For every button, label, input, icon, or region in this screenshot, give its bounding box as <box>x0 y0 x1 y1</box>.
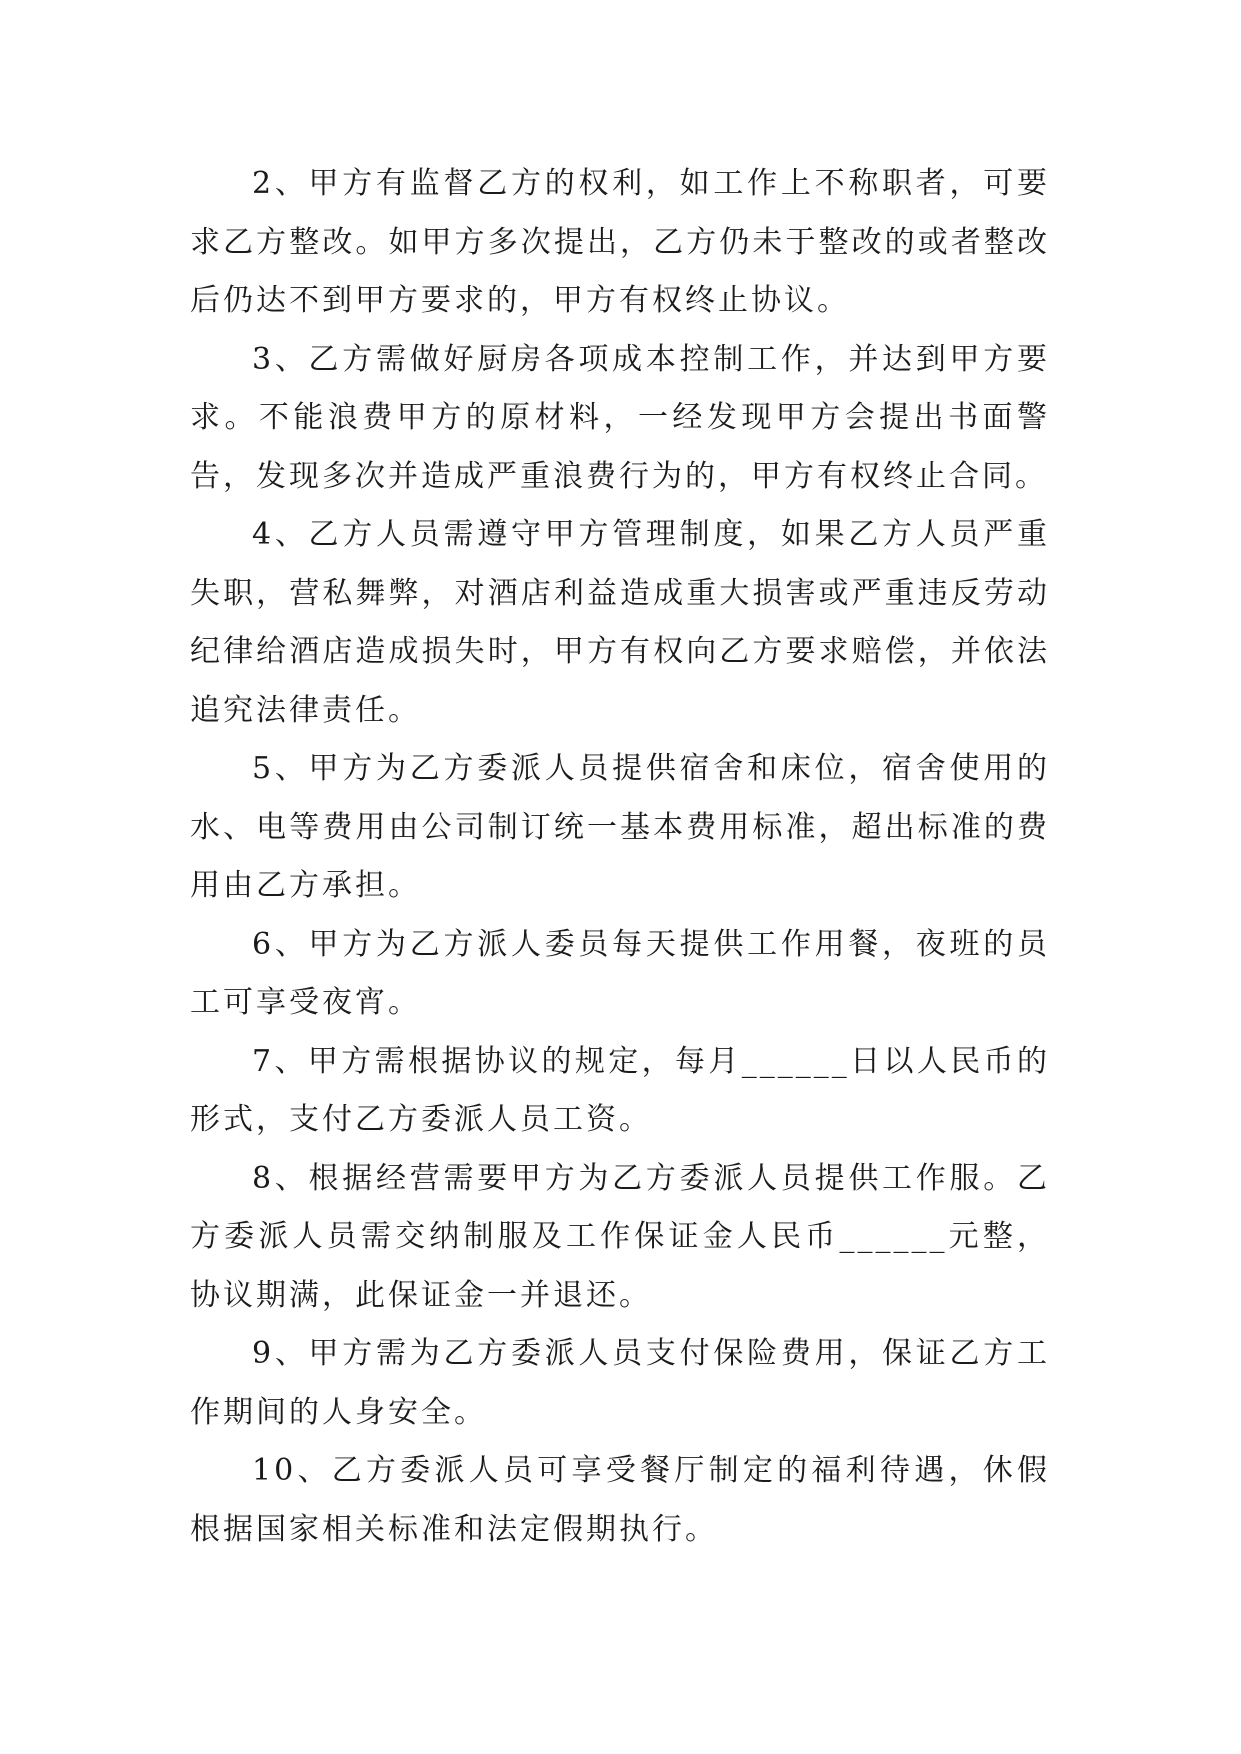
clause-2: 2、甲方有监督乙方的权利，如工作上不称职者，可要求乙方整改。如甲方多次提出，乙方仍未于整改的或者整改后仍达不到甲方要求的，甲方有权终止协议。 <box>190 166 1050 318</box>
clause-10: 10、乙方委派人员可享受餐厅制定的福利待遇，休假根据国家相关标准和法定假期执行。 <box>190 1453 1050 1547</box>
clause-8: 8、根据经营需要甲方为乙方委派人员提供工作服。乙方委派人员需交纳制服及工作保证金人民币______元整，协议期满，此保证金一并退还。 <box>190 1160 1050 1313</box>
clause-4: 4、乙方人员需遵守甲方管理制度，如果乙方人员严重失职，营私舞弊，对酒店利益造成重大损害或严重违反劳动纪律给酒店造成损失时，甲方有权向乙方要求赔偿，并依法追究法律责任。 <box>190 517 1050 728</box>
clause-5: 5、甲方为乙方委派人员提供宿舍和床位，宿舍使用的水、电等费用由公司制订统一基本费用标准，超出标准的费用由乙方承担。 <box>190 751 1050 903</box>
document-body <box>190 155 1050 1559</box>
clause-7: 7、甲方需根据协议的规定，每月______日以人民币的形式，支付乙方委派人员工资。 <box>190 1043 1050 1137</box>
clause-9: 9、甲方需为乙方委派人员支付保险费用，保证乙方工作期间的人身安全。 <box>190 1336 1050 1430</box>
clause-3: 3、乙方需做好厨房各项成本控制工作，并达到甲方要求。不能浪费甲方的原材料，一经发现甲方会提出书面警告，发现多次并造成严重浪费行为的，甲方有权终止合同。 <box>190 341 1050 494</box>
clause-6: 6、甲方为乙方派人委员每天提供工作用餐，夜班的员工可享受夜宵。 <box>190 926 1050 1020</box>
